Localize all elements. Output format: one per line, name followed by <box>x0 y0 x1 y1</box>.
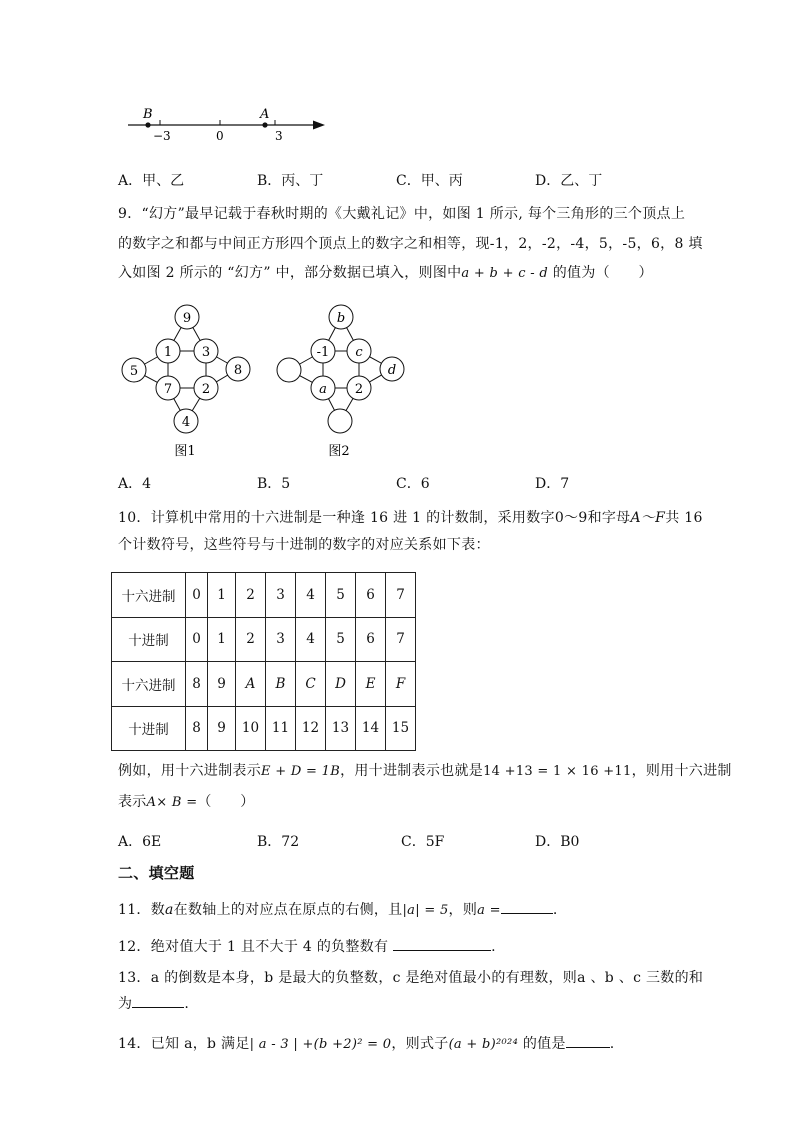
fig2-caption: 图2 <box>328 444 350 459</box>
magic-figure-1 <box>115 300 255 470</box>
q9-line-2: 的数字之和都与中间正方形四个顶点上的数字之和相等，现-1，2，-2，-4，5，-5，6，8 填 <box>118 236 703 252</box>
q11-abs-expr: |a| = 5 <box>402 903 449 918</box>
q9-option-b[interactable]: B．5 <box>257 476 291 492</box>
q11-mid: 在数轴上的对应点在原点的右侧，且 <box>173 902 403 918</box>
q11-end: . <box>552 902 558 918</box>
q8-option-a[interactable]: A．甲、乙 <box>118 173 185 189</box>
table-cell: 15 <box>386 706 416 751</box>
q8-option-c[interactable]: C．甲、丙 <box>396 173 463 189</box>
number-line-figure <box>120 104 330 146</box>
table-cell: 12 <box>296 706 326 751</box>
fig1-right: 8 <box>233 363 243 378</box>
q9-option-d[interactable]: D．7 <box>535 476 570 492</box>
table-cell: 0 <box>186 617 208 662</box>
q14-target-expr: (a + b)²⁰²⁴ <box>448 1037 519 1052</box>
q10-example-line <box>118 760 732 780</box>
point-a <box>262 122 267 127</box>
fig1-bottom: 4 <box>181 415 191 430</box>
q10-example-calc: 14 +13 = 1 × 16 +11 <box>483 764 632 779</box>
q8-option-b[interactable]: B．丙、丁 <box>257 173 324 189</box>
table-row <box>112 573 416 618</box>
table-cell: 7 <box>386 617 416 662</box>
tick-label-neg3: −3 <box>153 129 171 143</box>
fig1-bottom-left: 7 <box>163 382 173 397</box>
q10-example-expr: E + D = 1B <box>261 764 341 779</box>
table-cell: 6 <box>356 573 386 618</box>
table-cell: B <box>266 662 296 707</box>
q10-line-2: 个计数符号，这些符号与十进制的数字的对应关系如下表： <box>118 537 490 553</box>
q10-line-4 <box>118 791 255 811</box>
q14-answer-blank[interactable] <box>566 1035 610 1048</box>
q13-answer-blank[interactable] <box>132 995 184 1008</box>
q9-line-3-post: 的值为（ ） <box>547 265 653 281</box>
fig1-top-left: 1 <box>163 345 173 360</box>
fig2-top: b <box>336 311 346 326</box>
q9-option-c[interactable]: C．6 <box>396 476 430 492</box>
hex-decimal-table <box>111 572 416 751</box>
table-cell: 3 <box>266 573 296 618</box>
q14-end: . <box>609 1036 615 1052</box>
q11-mid2: ，则 <box>448 902 478 918</box>
table-cell: 7 <box>386 573 416 618</box>
magic-figure-2 <box>270 300 410 470</box>
table-row-header: 十进制 <box>112 617 186 662</box>
fig2-bottom-right: 2 <box>354 382 364 397</box>
q10-option-a[interactable]: A．6E <box>118 834 162 850</box>
q9-line-3 <box>118 262 653 282</box>
q11 <box>118 899 558 919</box>
table-cell: 3 <box>266 617 296 662</box>
q14-post: 的值是 <box>518 1036 566 1052</box>
q9-line-3-pre: 入如图 2 所示的 “幻方” 中，部分数据已填入，则图中 <box>118 265 462 281</box>
table-cell: 9 <box>208 706 236 751</box>
q10-line-1-post: 共 16 <box>665 510 703 526</box>
fig2-top-right: c <box>355 345 363 360</box>
q9-line-1: 9．“幻方”最早记载于春秋时期的《大戴礼记》中，如图 1 所示, 每个三角形的三个顶点上 <box>118 206 686 222</box>
q14 <box>118 1033 615 1053</box>
table-cell: 5 <box>326 617 356 662</box>
table-cell: 1 <box>208 573 236 618</box>
tick-label-3: 3 <box>275 129 283 143</box>
table-cell: 4 <box>296 617 326 662</box>
table-row-header: 十六进制 <box>112 573 186 618</box>
q13-line-2-pre: 为 <box>118 996 133 1012</box>
table-cell: E <box>356 662 386 707</box>
table-cell: 8 <box>186 706 208 751</box>
table-row-header: 十六进制 <box>112 662 186 707</box>
label-b: B <box>143 107 153 122</box>
q10-option-d[interactable]: D．B0 <box>535 834 580 850</box>
q10-line-4-pre: 表示 <box>118 794 147 810</box>
q10-example-post: ，则用十六进制 <box>631 763 732 779</box>
table-row <box>112 617 416 662</box>
table-cell: C <box>296 662 326 707</box>
fig1-bottom-right: 2 <box>201 382 211 397</box>
table-cell: 6 <box>356 617 386 662</box>
q10-option-b[interactable]: B．72 <box>257 834 300 850</box>
q11-var-a: a <box>165 902 174 918</box>
table-cell: 10 <box>236 706 266 751</box>
table-cell: 2 <box>236 617 266 662</box>
q14-condition-expr: | a - 3 | +(b +2)² = 0 <box>249 1037 392 1052</box>
tick-label-0: 0 <box>216 129 224 143</box>
table-cell: F <box>386 662 416 707</box>
q9-option-a[interactable]: A．4 <box>118 476 152 492</box>
q9-expression: a + b + c - d <box>461 266 548 281</box>
q10-line-1-pre: 10．计算机中常用的十六进制是一种逢 16 进 1 的计数制，采用数字 <box>118 510 555 526</box>
table-cell: 11 <box>266 706 296 751</box>
q11-pre: 11．数 <box>118 902 166 918</box>
point-b <box>145 122 150 127</box>
q10-example-mid: ，用十进制表示也就是 <box>340 763 484 779</box>
section-title-fill-in: 二、填空题 <box>118 864 195 882</box>
fig1-top-right: 3 <box>201 345 211 360</box>
q10-digit-range: 0～9 <box>554 510 588 526</box>
table-row <box>112 662 416 707</box>
fig2-top-left: -1 <box>316 345 330 360</box>
q12-end: . <box>491 939 496 955</box>
table-cell: 4 <box>296 573 326 618</box>
q14-pre: 14．已知 a，b 满足 <box>118 1036 250 1052</box>
fig1-caption: 图1 <box>174 444 196 459</box>
q10-line-4-expr: A× B = <box>146 795 198 810</box>
table-cell: 5 <box>326 573 356 618</box>
q14-mid: ，则式子 <box>391 1036 449 1052</box>
table-cell: D <box>326 662 356 707</box>
table-cell: 9 <box>208 662 236 707</box>
table-cell: 8 <box>186 662 208 707</box>
q12-answer-blank[interactable] <box>393 938 491 951</box>
label-a: A <box>260 107 270 122</box>
table-cell: 13 <box>326 706 356 751</box>
q10-option-c[interactable]: C．5F <box>401 834 445 850</box>
q12 <box>118 936 496 956</box>
q13-end: . <box>184 996 190 1012</box>
q10-line-1-mid: 和字母 <box>587 510 631 526</box>
fig1-left: 5 <box>129 364 139 379</box>
fig1-top: 9 <box>182 311 192 326</box>
q10-line-1 <box>118 507 703 527</box>
fig2-bottom-left: a <box>319 382 327 397</box>
q8-option-d[interactable]: D．乙、丁 <box>535 173 603 189</box>
q11-answer-blank[interactable] <box>501 901 553 914</box>
table-cell: 14 <box>356 706 386 751</box>
number-line-arrow <box>313 121 325 130</box>
q10-example-pre: 例如，用十六进制表示 <box>118 763 261 779</box>
q12-text: 12．绝对值大于 1 且不大于 4 的负整数有 <box>118 939 389 955</box>
q10-line-4-post: （ ） <box>197 794 255 810</box>
table-cell: 1 <box>208 617 236 662</box>
q13-line-2 <box>118 993 189 1013</box>
table-cell: 2 <box>236 573 266 618</box>
fig2-right: d <box>387 363 397 378</box>
table-cell: 0 <box>186 573 208 618</box>
q13-line-1: 13．a 的倒数是本身，b 是最大的负整数，c 是绝对值最小的有理数，则a 、b 、c 三数的和 <box>118 970 704 986</box>
table-cell: A <box>236 662 266 707</box>
table-row <box>112 706 416 751</box>
q10-letter-range: A～F <box>630 510 666 526</box>
table-row-header: 十进制 <box>112 706 186 751</box>
q11-answer-expr: a = <box>477 903 501 918</box>
